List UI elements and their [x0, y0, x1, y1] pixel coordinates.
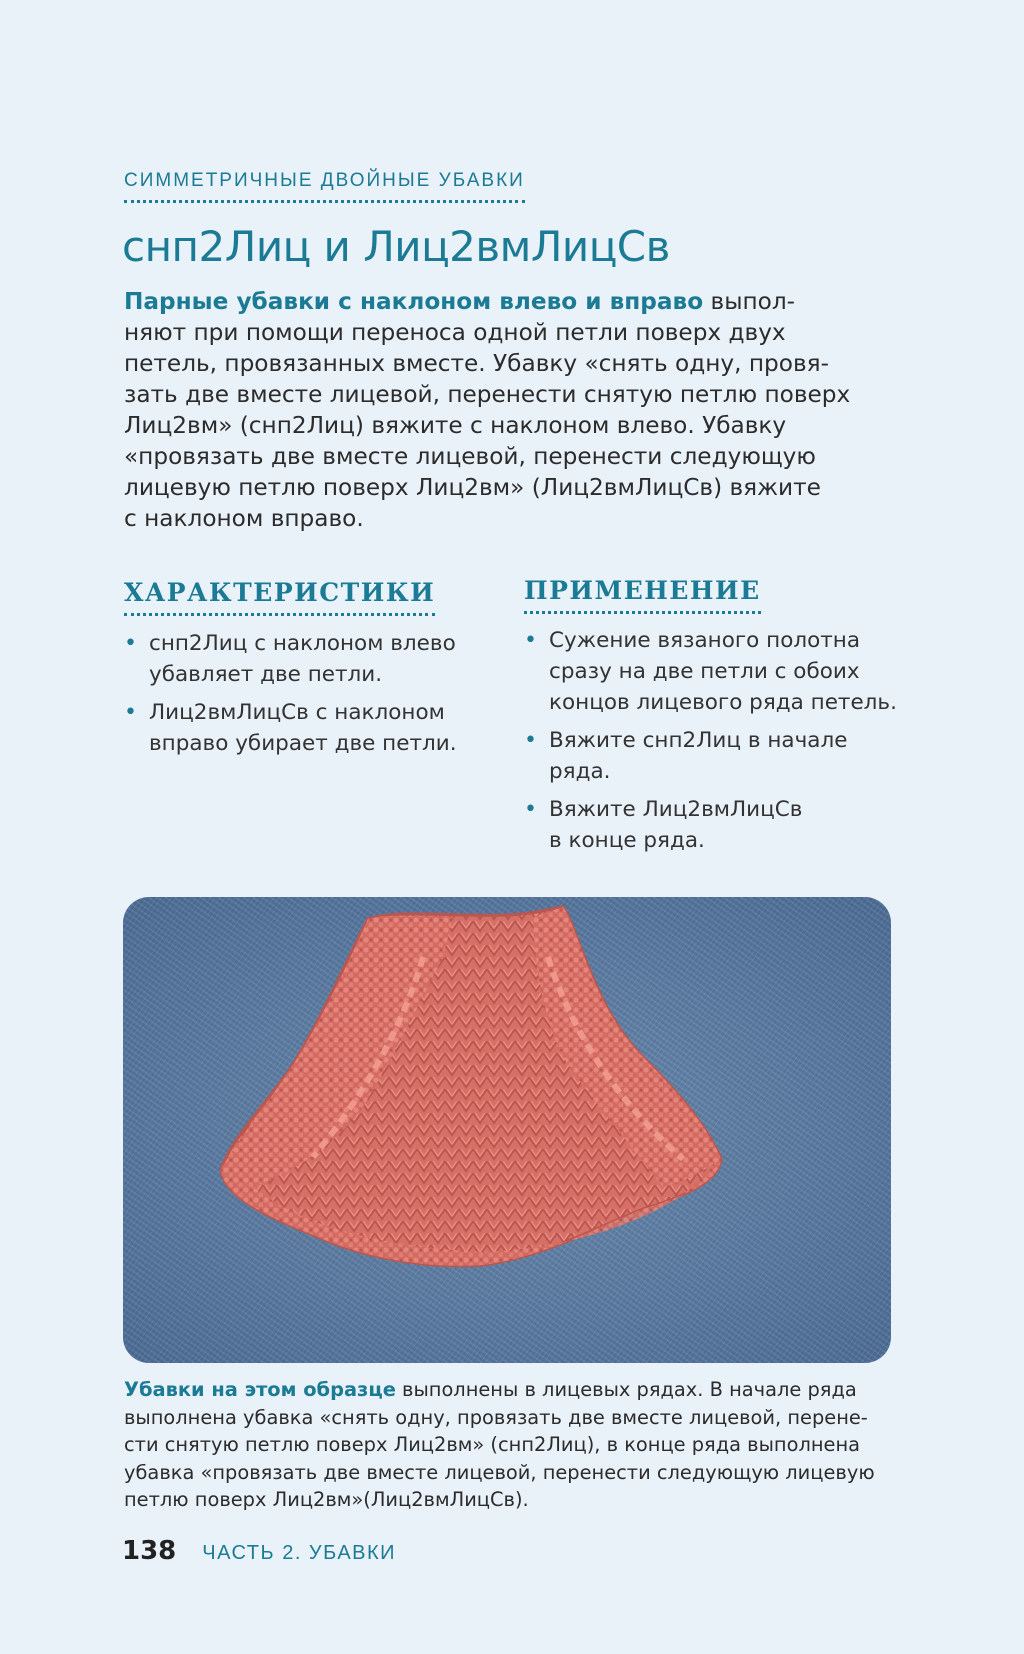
bullet-icon: • — [524, 797, 537, 822]
list-item-text: Вяжите Лиц2вмЛицСв в конце ряда. — [549, 797, 803, 853]
bullet-icon: • — [124, 631, 137, 656]
list-item-text: снп2Лиц с наклоном влево убавляет две петли. — [149, 631, 456, 687]
knitted-swatch-photo — [123, 897, 891, 1363]
list-item — [522, 794, 902, 856]
list-item-text: Вяжите снп2Лиц в начале ряда. — [549, 728, 848, 784]
list-item-text: Сужение вязаного полотна сразу на две петли с обоих концов лицевого ряда петель. — [549, 628, 897, 715]
bullet-icon: • — [524, 628, 537, 653]
characteristics-list — [122, 628, 482, 766]
part-label: ЧАСТЬ 2. УБАВКИ — [202, 1542, 397, 1564]
caption-lead: Убавки на этом образце — [124, 1378, 396, 1401]
intro-text: выпол- няют при помощи переноса одной петли поверх двух петель, провязанных вместе. Убавку «снять одну, провя- зать две вместе лицевой, перенести снятую петлю поверх Лиц2вм» (снп2Лиц) вяжите с наклоном влево. Убавку «провязать две вместе лицевой, перенести следующую лицевую петлю поверх Лиц2вм» (Лиц2вмЛицСв) вяжите с наклоном вправо. — [124, 288, 851, 532]
list-item-text: Лиц2вмЛицСв с наклоном вправо убирает две петли. — [149, 700, 457, 756]
characteristics-heading: ХАРАКТЕРИСТИКИ — [124, 578, 435, 616]
application-heading: ПРИМЕНЕНИЕ — [524, 576, 761, 614]
bullet-icon: • — [524, 728, 537, 753]
page-footer — [122, 1536, 396, 1566]
application-list — [522, 625, 902, 863]
knitted-swatch-illustration — [123, 897, 891, 1363]
list-item — [522, 725, 902, 787]
page-title: снп2Лиц и Лиц2вмЛицСв — [122, 222, 670, 271]
caption-text: выполнены в лицевых рядах. В начале ряда выполнена убавка «снять одну, провязать две вместе лицевой, перене- сти снятую петлю поверх Лиц2вм» (снп2Лиц), в конце ряда выполнена убавка «провязать две вместе лицевой, перенести следующую лицевую петлю поверх Лиц2вм»(Лиц2вмЛицСв). — [124, 1378, 875, 1511]
photo-caption — [124, 1376, 904, 1514]
list-item — [122, 697, 482, 759]
section-kicker: СИММЕТРИЧНЫЕ ДВОЙНЫЕ УБАВКИ — [124, 170, 525, 203]
list-item — [522, 625, 902, 718]
list-item — [122, 628, 482, 690]
intro-paragraph — [124, 286, 904, 534]
intro-lead: Парные убавки с наклоном влево и вправо — [124, 288, 704, 315]
page-number: 138 — [122, 1536, 177, 1566]
bullet-icon: • — [124, 700, 137, 725]
